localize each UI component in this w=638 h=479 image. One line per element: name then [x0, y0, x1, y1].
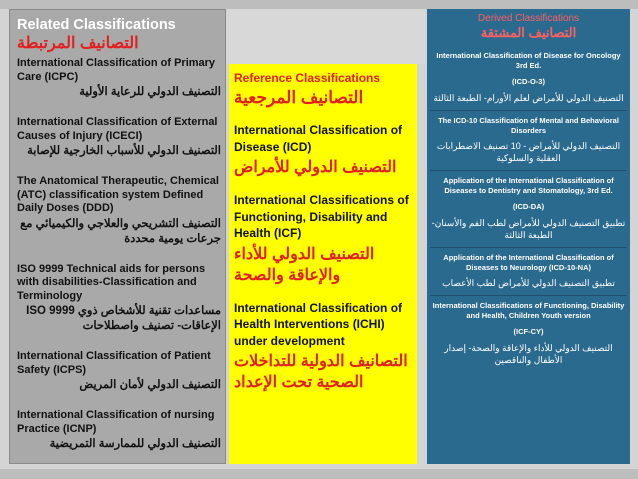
reference-item — [234, 192, 412, 286]
related-item — [17, 175, 221, 247]
derived-item-code: (ICD-O-3) — [512, 77, 545, 86]
derived-title-en: Derived Classifications — [477, 13, 580, 24]
reference-item-en: International Classification of Disease (ICD) — [234, 123, 403, 154]
reference-item-en: International Classifications of Functioning, Disability and Health (ICF) — [234, 193, 409, 240]
reference-title-ar: التصانيف المرجعية — [234, 88, 364, 107]
derived-item — [430, 111, 627, 171]
derived-item-ar: تطبيق التصنيف الدولي للأمراض لطب الفم والأسنان- الطبعة الثالثة — [431, 218, 626, 240]
derived-item-en: International Classifications of Functioning, Disability and Health, Children Youth version — [432, 301, 625, 320]
reference-item — [234, 122, 412, 178]
derived-item — [430, 171, 627, 248]
middle-top-filler — [227, 9, 425, 64]
derived-item-code: (ICF-CY) — [513, 327, 544, 336]
related-item-en: International Classification of Patient Safety (ICPS) — [17, 350, 211, 376]
derived-item-ar: التصنيف الدولي للأمراض - 10 تصنيف الاضطرابات العقلية والسلوكية — [436, 141, 621, 163]
derived-item-en: The ICD-10 Classification of Mental and Behavioral Disorders — [438, 116, 619, 135]
reference-item-en: International Classification of Health Interventions (ICHI) under development — [234, 300, 403, 348]
related-item-ar: التصنيف التشريحي والعلاجي والكيميائي مع جرعات يومية محددة — [20, 217, 221, 245]
related-item-ar: مساعدات تقنية للأشخاص ذوي ISO 9999 الإعاقات- تصنيف واصطلاحات — [26, 305, 221, 332]
related-classifications-panel — [9, 9, 226, 464]
reference-classifications-panel — [229, 64, 417, 464]
bottom-strip — [0, 469, 638, 479]
derived-item-ar: التصنيف الدولي للأمراض لعلم الأورام- الطبعة الثالثة — [433, 93, 624, 103]
related-item — [17, 350, 221, 393]
related-item-ar: التصنيف الدولي لأمان المريض — [79, 379, 221, 391]
derived-item-en: Application of the International Classification of Diseases to Neurology (ICD-10-NA) — [443, 253, 614, 272]
derived-item — [430, 46, 627, 111]
related-item-ar: التصنيف الدولي للأسباب الخارجية للإصابة — [27, 145, 221, 157]
derived-item-code: (ICD-DA) — [512, 202, 545, 211]
related-title-ar: التصانيف المرتبطة — [17, 35, 139, 52]
related-item — [17, 116, 221, 159]
derived-classifications-panel — [427, 9, 630, 464]
derived-item-en: Application of the International Classification of Diseases to Dentistry and Stomatology, 3rd Ed. — [443, 176, 614, 195]
reference-item-ar: التصنيف الدولي للأمراض — [234, 159, 397, 176]
related-item — [17, 409, 221, 452]
related-title-en: Related Classifications — [17, 17, 176, 33]
derived-item — [430, 248, 627, 296]
related-item-ar: التصنيف الدولي للممارسة التمريضية — [49, 438, 221, 450]
reference-item-ar: التصنيف الدولي للأداء والإعاقة والصحة — [234, 245, 375, 284]
related-item-en: ISO 9999 Technical aids for persons with disabilities-Classification and Terminology — [17, 262, 206, 302]
top-strip — [0, 0, 638, 9]
derived-item-en: International Classification of Disease for Oncology 3rd Ed. — [436, 51, 621, 70]
related-item-en: International Classification of Primary Care (ICPC) — [17, 57, 216, 83]
related-item-en: The Anatomical Therapeutic, Chemical (ATC) classification system Defined Daily Doses (DDD) — [17, 175, 219, 214]
related-item-en: International Classification of External Causes of Injury (ICECI) — [17, 116, 218, 142]
derived-item-ar: تطبيق التصنيف الدولي للأمراض لطب الأعصاب — [442, 278, 615, 288]
derived-title-ar: التصانيف المشتقة — [480, 25, 577, 40]
reference-item-ar: التصانيف الدولية للتداخلات الصحية تحت الإعداد — [234, 353, 408, 391]
related-item — [17, 263, 221, 335]
related-item — [17, 57, 221, 100]
derived-item — [430, 296, 627, 372]
reference-item — [234, 300, 412, 394]
related-item-ar: التصنيف الدولي للرعاية الأولية — [79, 86, 221, 98]
derived-item-ar: التصنيف الدولي للأداء والإعاقة والصحة- إصدار الأطفال والناقصين — [444, 343, 613, 365]
related-item-en: International Classification of nursing Practice (ICNP) — [17, 409, 215, 435]
reference-title-en: Reference Classifications — [234, 71, 381, 85]
